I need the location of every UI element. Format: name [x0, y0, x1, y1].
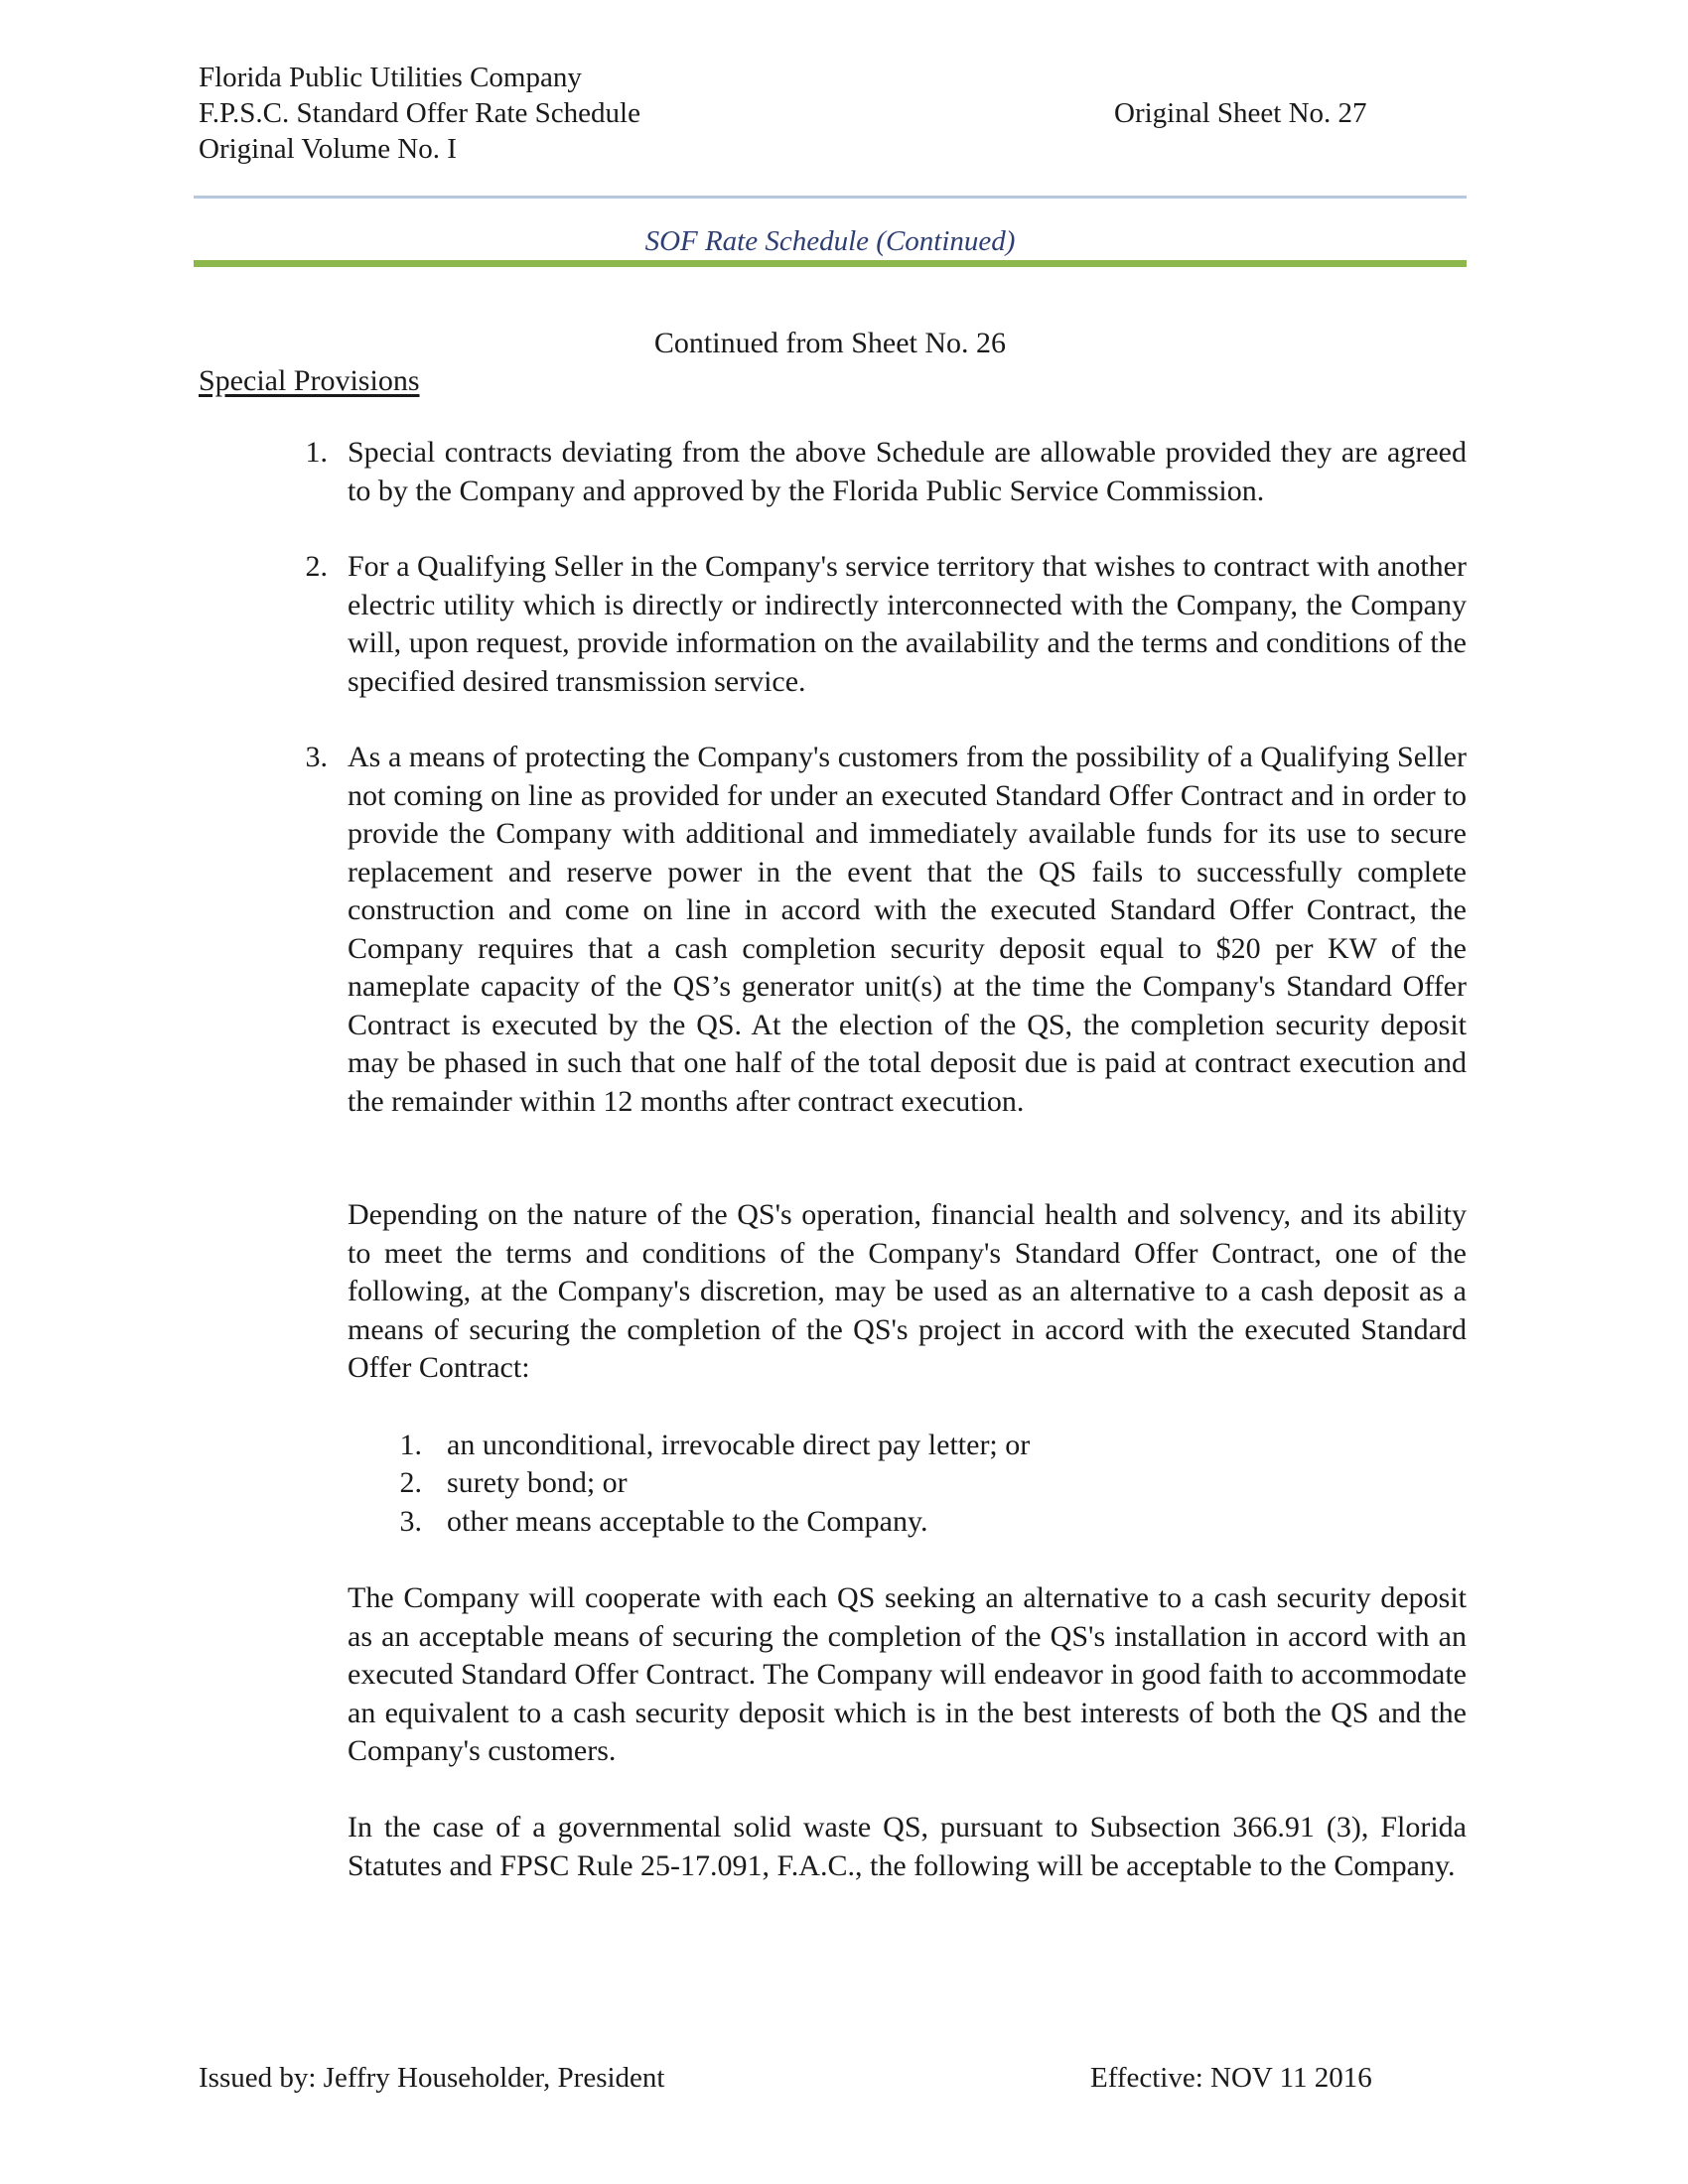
- provision-3-alternatives-paragraph: Depending on the nature of the QS's operation, financial health and solvency, and its ability to meet the terms and conditions of the Company's Standard Offer Contract, one of the following, at the Company's discretion, may be used as an alternative to a cash deposit as a means of securing the completion of the QS's project in accord with the executed Standard Offer Contract:: [348, 1198, 1467, 1384]
- header-left: [199, 60, 640, 167]
- section-divider: [194, 260, 1467, 267]
- sub-item-1-text: an unconditional, irrevocable direct pay letter; or: [447, 1429, 1031, 1461]
- provision-3-cooperation-paragraph: The Company will cooperate with each QS seeking an alternative to a cash security deposit as an acceptable means of securing the completion of the QS's installation in accord with an executed Standard Offer Contract. The Company will endeavor in good faith to accommodate an equivalent to a cash security deposit which is in the best interests of both the QS and the Company's customers.: [348, 1581, 1467, 1767]
- provision-2-number: 2.: [305, 550, 328, 583]
- provision-1-number: 1.: [305, 436, 328, 469]
- provision-3-number: 3.: [305, 741, 328, 773]
- volume-label: Original Volume No. I: [199, 133, 457, 165]
- rate-schedule-name: F.P.S.C. Standard Offer Rate Schedule: [199, 97, 640, 129]
- provision-3-text: As a means of protecting the Company's customers from the possibility of a Qualifying Seller not coming on line as provided for under an executed Standard Offer Contract and in order to provide the Company with additional and immediately available funds for its use to secure replacement and reserve power in the event that the QS fails to successfully complete construction and come on line in accord with the executed Standard Offer Contract, the Company requires that a cash completion security deposit equal to $20 per KW of the nameplate capacity of the QS’s generator unit(s) at the time the Company's Standard Offer Contract is executed by the QS. At the election of the QS, the completion security deposit may be phased in such that one half of the total deposit due is paid at contract execution and the remainder within 12 months after contract execution.: [348, 741, 1467, 1118]
- sub-item-3-text: other means acceptable to the Company.: [447, 1505, 928, 1538]
- issued-by: Issued by: Jeffry Householder, President: [199, 2062, 665, 2094]
- provision-3-governmental-paragraph: In the case of a governmental solid waste QS, pursuant to Subsection 366.91 (3), Florida Statutes and FPSC Rule 25-17.091, F.A.C., the following will be acceptable to the Company.: [348, 1811, 1467, 1882]
- company-name: Florida Public Utilities Company: [199, 62, 582, 93]
- sub-item-3-number: 3.: [399, 1505, 422, 1538]
- special-provisions-heading: Special Provisions: [199, 364, 420, 397]
- continued-from-note: Continued from Sheet No. 26: [653, 327, 1007, 359]
- provision-1-text: Special contracts deviating from the above Schedule are allowable provided they are agreed to by the Company and approved by the Florida Public Service Commission.: [348, 436, 1467, 507]
- sub-item-2-number: 2.: [399, 1466, 422, 1499]
- sub-item-2-text: surety bond; or: [447, 1466, 628, 1499]
- sub-item-1-number: 1.: [399, 1429, 422, 1461]
- sheet-number: Original Sheet No. 27: [1114, 97, 1367, 129]
- provision-2-text: For a Qualifying Seller in the Company's service territory that wishes to contract with another electric utility which is directly or indirectly interconnected with the Company, the Company will, upon request, provide information on the availability and the terms and conditions of the specified desired transmission service.: [348, 550, 1467, 698]
- section-title: SOF Rate Schedule (Continued): [644, 225, 1016, 257]
- header-divider: [194, 196, 1467, 199]
- effective-date: Effective: NOV 11 2016: [1090, 2062, 1372, 2094]
